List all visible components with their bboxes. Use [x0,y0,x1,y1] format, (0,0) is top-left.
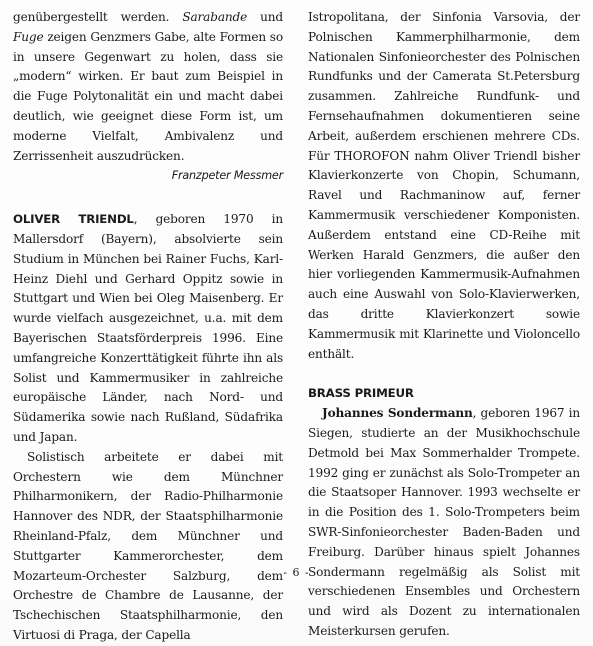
triendl-paragraph-3: Istropolitana, der Sinfonia Varsovia, der Polnischen Kammerphilharmonie, dem Nationalen Sinfonieorchester des Polnischen Rundfunks und der Camerata St.Petersburg zusammen. Zahlreiche Rundfunk- und Fernsehaufnahmen dokumentieren seine Arbeit, außerdem erschienen mehrere CDs. Für THOROFON nahm Oliver Triendl bisher Klavierkonzerte von Chopin, Schumann, Ravel und Rachmaninow auf, ferner Kammermusik verschiedener Komponisten. Außerdem entstand eine CD-Reihe mit Werken Harald Genzmers, die außer den hier vorliegenden Kammermusik-Aufnahmen auch eine Auswahl von Solo-Klavierwerken, das dritte Klavierkonzert sowie Kammermusik mit Klarinette und Violoncello enthält. [308,10,580,361]
triendl-name-heading: OLIVER TRIENDL [13,212,134,227]
right-column [308,8,580,642]
intro-text: genübergestellt werden. [13,10,183,24]
intro-text: zeigen Genzmers Gabe, alte Formen so in unsere Gegenwart zu holen, dass sie „modern“ wirken. Er baut zum Beispiel in die Fuge Polytonalität ein und macht dabei deutlich, wie geeignet diese Form ist, um moderne Vielfalt, Ambivalenz und Zerrissenheit auszudrücken. [13,29,283,163]
triendl-paragraph-1 [13,210,283,448]
author-signature: Franzpeter Messmer [171,169,283,183]
work-title-sarabande: Sarabande [182,10,248,24]
sondermann-paragraph [308,404,580,642]
work-title-fuge: Fuge [13,29,44,44]
left-column [13,8,283,646]
triendl-paragraph-2: Solistisch arbeitete er dabei mit Orchestern wie dem Münchner Philharmonikern, der Radio-Philharmonie Hannover des NDR, der Staatsphilharmonie Rheinland-Pfalz, dem Münchner und Stuttgarter Kammerorchester, dem Mozarteum-Orchester Salzburg, dem Orchestre de Chambre de Lausanne, der Tschechischen Staatsphilharmonie, den Virtuosi di Praga, der Capella [13,449,283,642]
page-number: - 6 - [283,566,310,579]
brass-primeur-heading: BRASS PRIMEUR [308,386,414,401]
sondermann-bio-text: , geboren 1967 in Siegen, studierte an der Musikhochschule Detmold bei Max Sommerhalder Trompete. 1992 ging er zunächst als Solo-Trompeter an die Staatsoper Hannover. 1993 wechselte er in die Position des 1. Solo-Trompeters beim SWR-Sinfonieorchester Baden-Baden und Freiburg. Darüber hinaus spielt Johannes Sondermann regelmäßig als Solist mit verschiedenen Ensembles und Orchestern und wird als Dozent zu internationalen Meisterkursen gerufen. [308,406,580,638]
triendl-bio-text: , geboren 1970 in Mallersdorf (Bayern), absolvierte sein Studium in München bei Rainer Fuchs, Karl-Heinz Diehl und Gerhard Oppitz sowie in Stuttgart und Wien bei Oleg Maisenberg. Er wurde vielfach ausgezeichnet, u.a. mit dem Bayerischen Staatsförderpreis 1996. Eine umfangreiche Konzerttätigkeit führte ihn als Solist und Kammermusiker in zahlreiche europäische Länder, nach Nord- und Südamerika sowie nach Rußland, Südafrika und Japan. [13,212,283,444]
intro-paragraph [13,8,283,166]
sondermann-name: Johannes Sondermann [322,406,473,421]
intro-text: und [247,10,283,24]
